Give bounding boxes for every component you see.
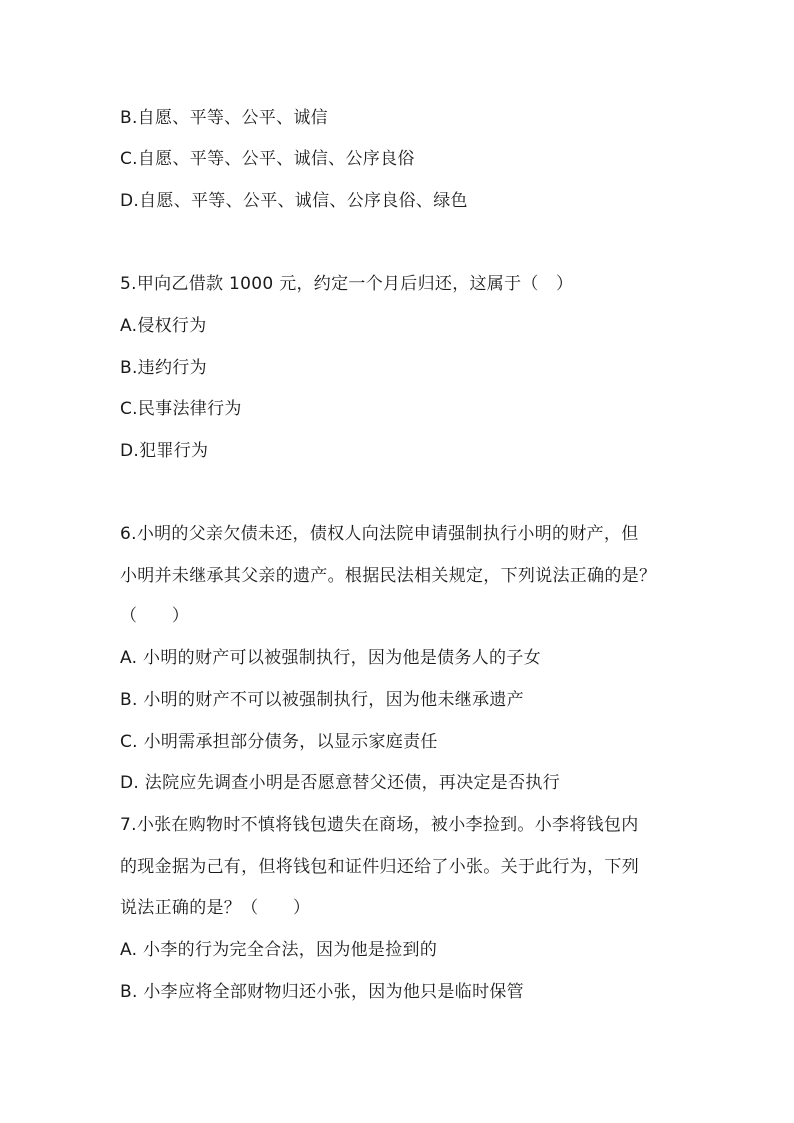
q7-option-b: B. 小李应将全部财物归还小张，因为他只是临时保管: [120, 982, 524, 1002]
q4-option-b: B.自愿、平等、公平、诚信: [120, 108, 328, 128]
q6-option-d: D. 法院应先调查小明是否愿意替父还债，再决定是否执行: [120, 773, 560, 793]
q5-stem: 5.甲向乙借款 1000 元，约定一个月后归还，这属于（ ）: [120, 274, 574, 294]
q7-stem-line-2: 的现金据为己有，但将钱包和证件归还给了小张。关于此行为，下列: [120, 857, 639, 877]
q5-option-b: B.违约行为: [120, 358, 207, 378]
q7-stem-line-3: 说法正确的是？（ ）: [120, 898, 311, 918]
q6-stem-line-2: 小明并未继承其父亲的遗产。根据民法相关规定，下列说法正确的是？: [120, 566, 657, 586]
q7-option-a: A. 小李的行为完全合法，因为他是捡到的: [120, 940, 438, 960]
q6-stem-line-3: （ ）: [120, 606, 190, 626]
q6-option-a: A. 小明的财产可以被强制执行，因为他是债务人的子女: [120, 648, 541, 668]
q7-stem-line-1: 7.小张在购物时不慎将钱包遗失在商场，被小李捡到。小李将钱包内: [120, 815, 639, 835]
q6-option-b: B. 小明的财产不可以被强制执行，因为他未继承遗产: [120, 690, 524, 710]
q5-option-d: D.犯罪行为: [120, 441, 209, 461]
q5-option-c: C.民事法律行为: [120, 399, 242, 419]
q4-option-d: D.自愿、平等、公平、诚信、公序良俗、绿色: [120, 191, 468, 211]
q6-stem-line-1: 6.小明的父亲欠债未还，债权人向法院申请强制执行小明的财产，但: [120, 524, 639, 544]
q6-option-c: C. 小明需承担部分债务，以显示家庭责任: [120, 732, 438, 752]
q5-option-a: A.侵权行为: [120, 316, 207, 336]
q4-option-c: C.自愿、平等、公平、诚信、公序良俗: [120, 149, 415, 169]
